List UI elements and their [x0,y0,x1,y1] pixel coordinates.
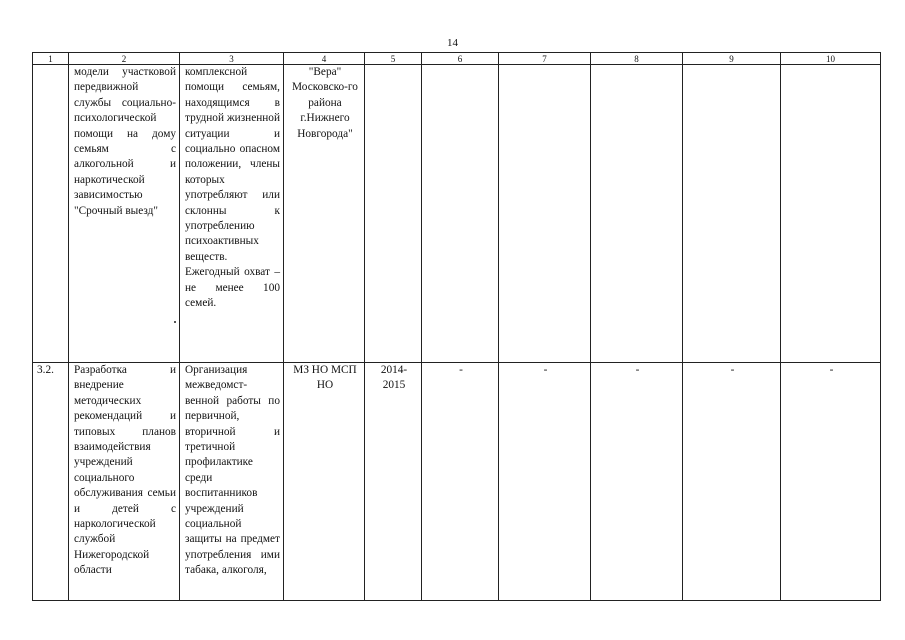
plan-table [32,52,881,601]
row-number-cell [33,65,69,363]
column-header: 7 [499,53,591,65]
column-header: 6 [422,53,499,65]
value-cell [781,65,881,363]
column-header: 8 [591,53,683,65]
table-row [33,65,881,363]
value-cell: - [591,363,683,601]
expected-result: Организация межведомст-венной работы по первичной, вторичной и третичной профилактике среди воспитанников учреждений социальной защиты на предмет употребления ими табака, алкоголя, [185,364,280,577]
expected-result-cell [180,65,284,363]
column-header: 4 [284,53,365,65]
executor: МЗ НО МСП НО [293,364,357,392]
column-header: 3 [180,53,284,65]
expected-result-cell [180,363,284,601]
measure-name: модели участковой передвижной службы социально-психологической помощи на дому семьям с алкогольной и наркотической зависимостью "Срочный выезд" [74,66,176,217]
value-cell [591,65,683,363]
column-header: 5 [365,53,422,65]
period-cell [365,363,422,601]
value-cell [422,65,499,363]
measure-name-cell [69,65,180,363]
column-header: 10 [781,53,881,65]
executor-cell [284,363,365,601]
row-number-cell [33,363,69,601]
period-cell [365,65,422,363]
measure-name: Разработка и внедрение методических рекомендаций и типовых планов взаимодействия учреждений социального обслуживания семьи и детей с наркологической службой Нижегородской области [74,364,176,577]
measure-name-cell [69,363,180,601]
period: 2014-2015 [380,364,408,392]
value-cell [499,65,591,363]
value-cell: - [499,363,591,601]
column-header: 2 [69,53,180,65]
row-number: 3.2. [37,364,54,376]
value-cell [683,65,781,363]
page-number: 14 [447,37,458,49]
table-row [33,363,881,601]
value-cell: - [683,363,781,601]
executor: "Вера" Московско-го района г.Нижнего Новгорода" [292,66,358,140]
column-header: 9 [683,53,781,65]
column-header: 1 [33,53,69,65]
executor-cell [284,65,365,363]
column-number-row [33,53,881,65]
value-cell: - [781,363,881,601]
scan-speck [174,321,176,323]
value-cell: - [422,363,499,601]
expected-result: комплексной помощи семьям, находящимся в трудной жизненной ситуации и социально опасном положении, члены которых употребляют или склонны к употреблению психоактивных веществ. Ежегодный охват – не менее 100 семей. [185,66,280,310]
